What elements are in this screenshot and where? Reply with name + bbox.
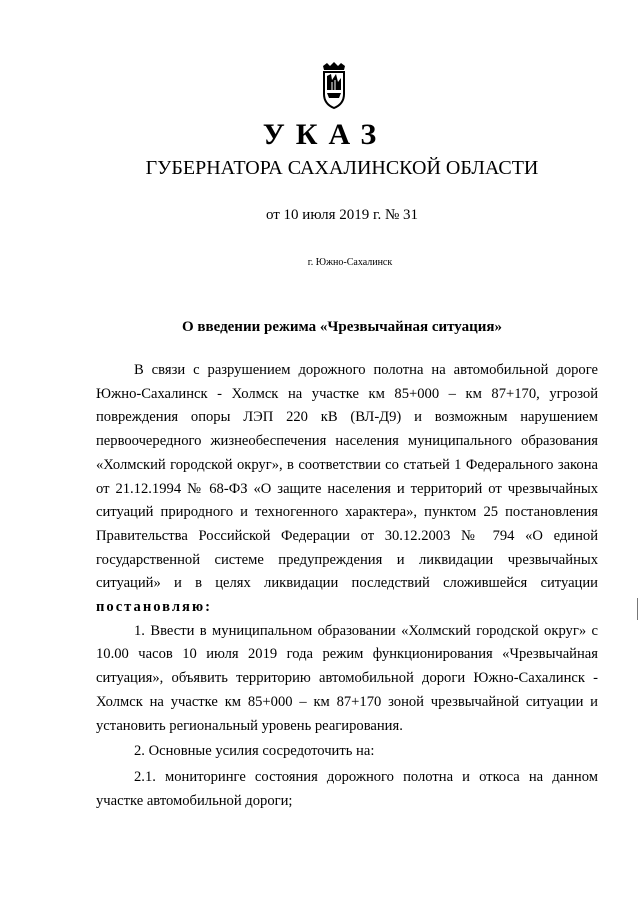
place-of-issue: г. Южно-Сахалинск	[307, 257, 393, 268]
scan-margin-mark	[637, 598, 638, 620]
coat-of-arms-icon	[320, 60, 348, 110]
item-2-1-paragraph: 2.1. мониторинге состояния дорожного полотна и откоса на данном участке автомобильной дороги;	[96, 768, 598, 809]
item-2-paragraph: 2. Основные усилия сосредоточить на:	[134, 743, 375, 760]
preamble-text: В связи с разрушением дорожного полотна на автомобильной дороге Южно-Сахалинск - Холмск на участке км 85+000 – км 87+170, угрозой повреждения опоры ЛЭП 220 кВ (ВЛ-Д9) и возможным нарушением первоочередного жизнеобеспечения населения муниципального образования «Холмский городской округ», в соответствии со статьей 1 Федерального закона от 21.12.1994 № 68-ФЗ «О защите населения и территорий от чрезвычайных ситуаций природного и техногенного характера», пунктом 25 постановления Правительства Российской Федерации от 30.12.2003 № 794 «О единой государственной системе предупреждения и ликвидации чрезвычайных ситуаций» и в целях ликвидации последствий сложившейся ситуации	[96, 362, 598, 592]
item-1-paragraph: 1. Ввести в муниципальном образовании «Холмский городской округ» с 10.00 часов 10 июля 2019 года режим функционирования «Чрезвычайная ситуация», объявить территорию автомобильной дороги Южно-Сахалинск - Холмск на участке км 85+000 – км 87+170 зоной чрезвычайной ситуации и установить региональный уровень реагирования.	[96, 622, 598, 734]
decree-body	[96, 359, 598, 813]
issuer-title: ГУБЕРНАТОРА САХАЛИНСКОЙ ОБЛАСТИ	[145, 157, 539, 179]
decree-heading: О введении режима «Чрезвычайная ситуация»	[181, 319, 503, 335]
resolve-word: постановляю:	[96, 599, 212, 616]
decree-date-number: от 10 июля 2019 г. № 31	[265, 207, 419, 223]
decree-title: УКАЗ	[262, 118, 388, 151]
preamble-paragraph	[96, 359, 598, 620]
